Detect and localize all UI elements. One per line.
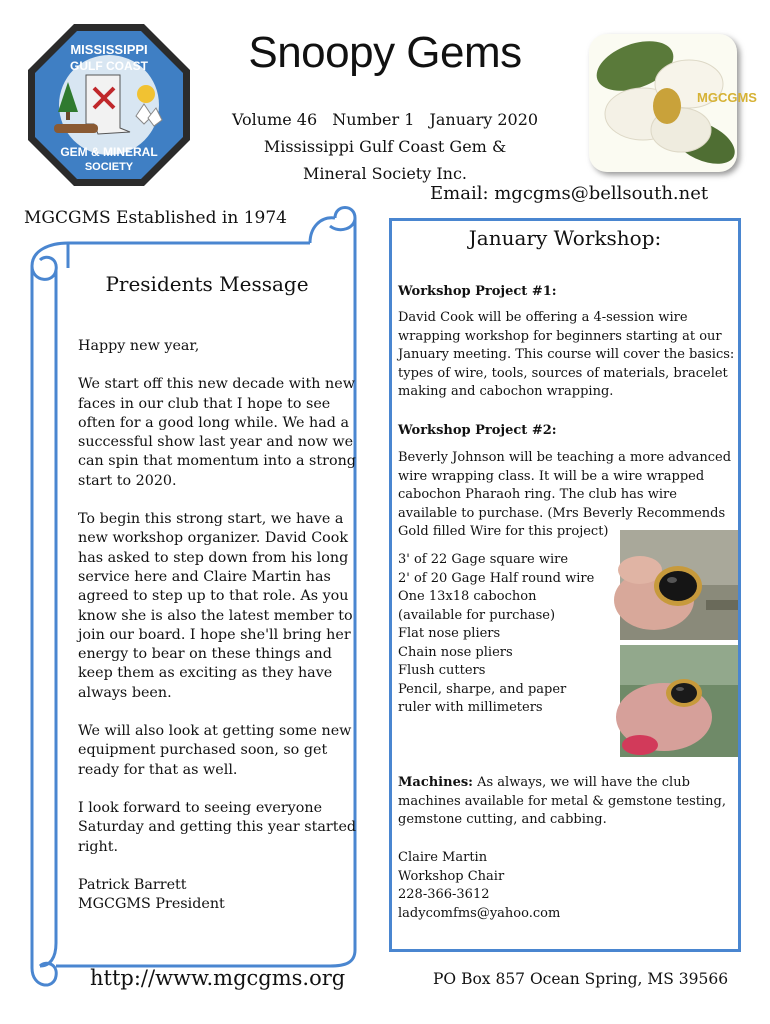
flower-label: MGCGMS [697,90,757,105]
contact-name: Claire Martin [398,850,488,865]
issue-info [200,106,570,187]
list-item: One 13x18 cabochon [398,589,537,604]
presidents-message-body [78,337,360,914]
logo-top-text: MISSISSIPPI [70,42,148,57]
project-2-body: Beverly Johnson will be teaching a more advanced wire wrapping class. It will be a wire wrapped cabochon Pharaoh ring. The club has wire available to purchase. (Mrs Beverly Recommends Gold filled Wire for this project) [398,450,732,539]
ring-photo-1 [620,530,738,640]
contact-email-link[interactable]: ladycomfms@yahoo.com [398,905,561,921]
list-item: 2' of 20 Gage Half round wire [398,570,595,586]
supplies-list [398,551,613,718]
paragraph: I look forward to seeing everyone Saturday and getting this year started right. [78,799,357,855]
project-1-body: David Cook will be offering a 4-session wire wrapping workshop for beginners starting at our January meeting. This course will cover the basics: types of wire, tools, sources of materials, bracelet making and cabochon wrapping. [398,310,735,399]
issue-date: January 2020 [429,110,539,129]
list-item: (available for purchase) [398,607,556,623]
paragraph: Happy new year, [78,338,200,354]
logo-bottom-text: GEM & MINERAL [60,145,158,159]
paragraph: We start off this new decade with new faces in our club that I hope to see often for a good long while. We had a successful show last year and now we can spin that momentum into a strong start to 2020. [78,376,356,489]
mailing-address: PO Box 857 Ocean Spring, MS 39566 [433,970,729,988]
machines-heading: Machines: [398,775,473,790]
org-line-1: Mississippi Gulf Coast Gem & [263,137,507,156]
list-item: Flat nose pliers [398,626,501,641]
workshop-title: January Workshop: [468,226,662,250]
contact-email[interactable]: Email: mgcgms@bellsouth.net [430,183,709,204]
list-item: ruler with millimeters [398,700,543,715]
paragraph: We will also look at getting some new equipment purchased soon, so get ready for that as well. [78,723,352,778]
list-item: 3' of 22 Gage square wire [398,552,569,567]
ring-photo-2 [620,645,738,757]
society-logo [24,20,194,190]
list-item: Pencil, sharpe, and paper [398,681,567,697]
org-line-2: Mineral Society Inc. [302,164,468,183]
contact-role: Workshop Chair [398,868,505,884]
list-item: Chain nose pliers [398,644,513,660]
machines-body: As always, we will have the club machines available for metal & gemstone testing, gemstone cutting, and cabbing. [398,775,727,827]
issue-number: Number 1 [332,110,415,129]
established-line: MGCGMS Established in 1974 [24,208,287,228]
newsletter-title: Snoopy Gems [248,28,522,77]
project-2-heading: Workshop Project #2: [398,423,557,438]
contact-phone: 228-366-3612 [398,887,490,902]
website-link[interactable]: http://www.mgcgms.org [90,966,346,990]
volume: Volume 46 [231,110,318,129]
signature-title: MGCGMS President [78,896,225,913]
magnolia-flower-image [585,30,757,180]
paragraph: To begin this strong start, we have a new workshop organizer. David Cook has asked to step down from his long service here and Claire Martin has agreed to step up to that role. As you know she is also the latest member to join our board. I hope she'll bring her energy to bear on these things and keep them as exciting as they have always been. [78,511,353,701]
project-1-heading: Workshop Project #1: [398,284,557,299]
logo-bottom-text-2: SOCIETY [84,161,134,173]
list-item: Flush cutters [398,663,486,678]
signature-name: Patrick Barrett [78,876,187,893]
machines-section [398,774,736,830]
presidents-message-title: Presidents Message [105,272,309,296]
logo-mid-text: GULF COAST [70,59,148,73]
workshop-contact [398,849,638,923]
